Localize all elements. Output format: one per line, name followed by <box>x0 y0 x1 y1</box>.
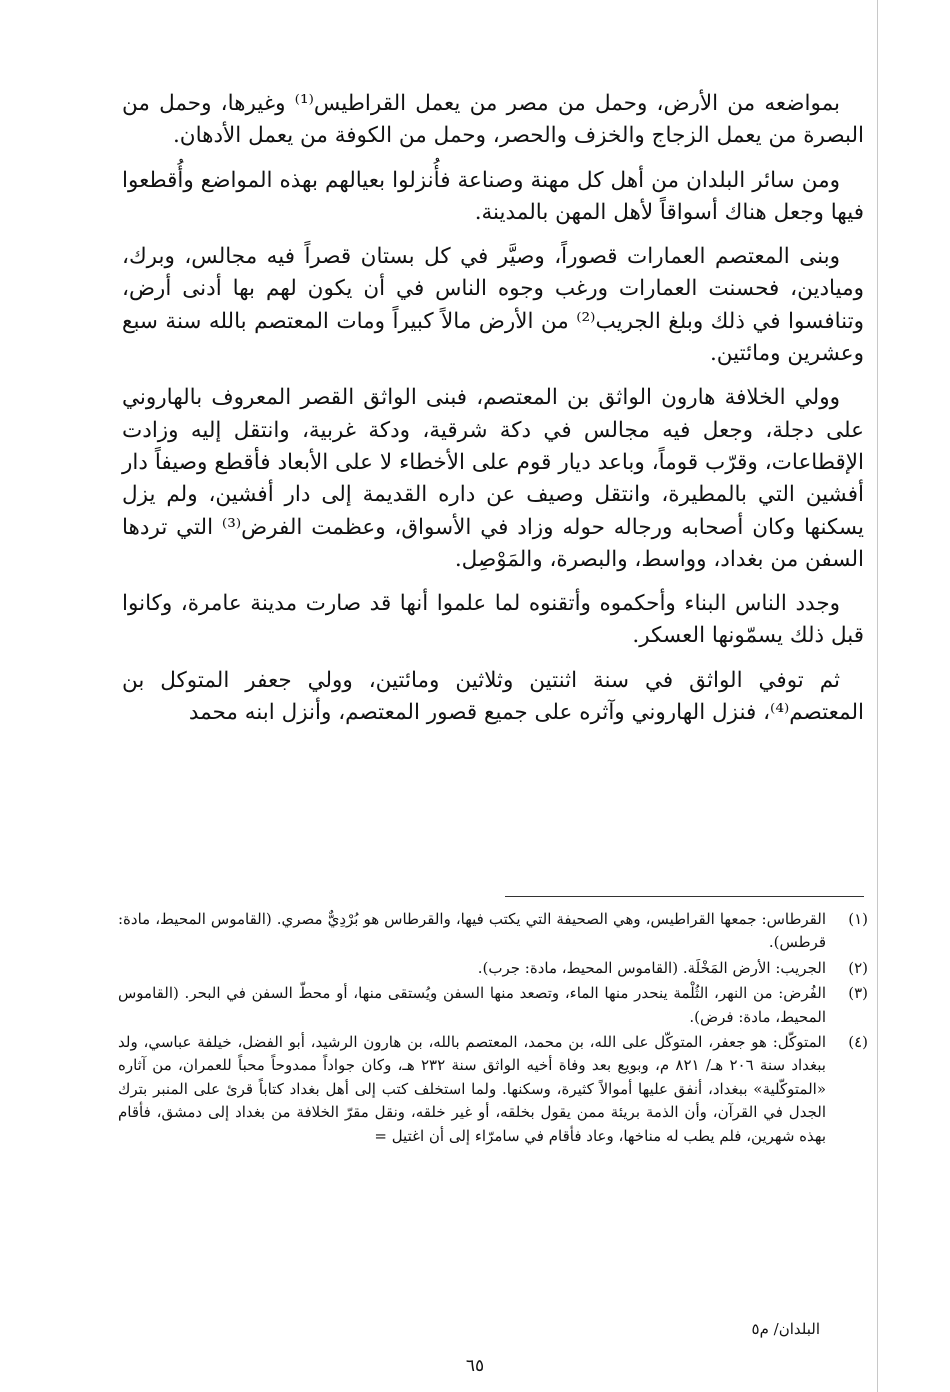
paragraph: ومن سائر البلدان من أهل كل مهنة وصناعة فأُنزلوا بعيالهم بهذه المواضع وأُقطعوا فيها وجعل هناك أسواقاً لأهل المهن بالمدينة. <box>122 167 864 225</box>
footnote-text: القرطاس: جمعها القراطيس، وهي الصحيفة التي يكتب فيها، والقرطاس هو بُرْدِيٌّ مصري. (القاموس المحيط، مادة: قرطس). <box>118 910 826 952</box>
footnote-separator <box>505 896 864 897</box>
footnote-number: (١) <box>848 910 868 928</box>
gutter-line <box>877 0 878 1392</box>
footnote <box>118 1031 868 1148</box>
paragraph: وجدد الناس البناء وأحكموه وأتقنوه لما علموا أنها قد صارت مدينة عامرة، وكانوا قبل ذلك يسمّونها العسكر. <box>122 591 864 649</box>
paragraph: وولي الخلافة هارون الواثق بن المعتصم، فبنى الواثق القصر المعروف بالهاروني على دجلة، وجعل فيه مجالس في دكة شرقية، ودكة غربية، وانتقل إليه وزادت الإقطاعات، وقرّب قوماً، وباعد ديار قوم على الأخطاء لا على الأبعاد فأقطع وصيفاً دار أفشين التي بالمطيرة، وانتقل وصيف عن داره القديمة إلى دار أفشين، ولم يزل يسكنها وكان أصحابه ورجاله حوله وزاد في الأسواق، وعظمت الفرض⁽³⁾ التي تردها السفن من بغداد، وواسط، والبصرة، والمَوْصِل. <box>122 385 864 572</box>
footnote-number: (٢) <box>848 958 868 977</box>
footnote-number: (٤) <box>848 1033 868 1052</box>
page-number: ٦٥ <box>465 1356 485 1376</box>
paragraph: بمواضعه من الأرض، وحمل من مصر من يعمل القراطيس⁽¹⁾ وغيرها، وحمل من البصرة من يعمل الزجاج والخزف والحصر، وحمل من الكوفة من يعمل الأدهان. <box>122 91 864 149</box>
paragraph: ثم توفي الواثق في سنة اثنتين وثلاثين ومائتين، وولي جعفر المتوكل بن المعتصم⁽⁴⁾، فنزل الهاروني وآثره على جميع قصور المعتصم، وأنزل ابنه محمد <box>122 667 864 726</box>
signature-mark: البلدان/ م٥ <box>751 1320 820 1338</box>
footnote-text: الجريب: الأرض المَخْلَة. (القاموس المحيط، مادة: جرب). <box>477 958 826 977</box>
footnote <box>118 908 868 955</box>
footnote-text: المتوكّل: هو جعفر، المتوكّل على الله، بن محمد، المعتصم بالله، بن هارون الرشيد، أبو الفضل، خيلفة عباسي، ولد ببغداد سنة ٢٠٦ هـ/ ٨٢١ م، وبويع بعد وفاة أخيه الواثق سنة ٢٣٢ هـ، وكان جواداً ممدوحاً محباً للعمران، من آثاره «المتوكّلية» ببغداد، أنفق عليها أموالاً كثيرة، وسكنها. ولما استخلف كتب إلى أهل بغداد كتاباً قرئ على المنبر بترك الجدل في القرآن، وأن الذمة بريئة ممن يقول بخلقه، أو غير خلقه، ونقل مقرّ الخلافة من بغداد إلى دمشق، فأقام بهذه شهرين، فلم يطب له مناخها، وعاد فأقام في سامرّاء إلى أن اغتيل = <box>118 1033 826 1145</box>
footnotes <box>118 908 868 1150</box>
main-text <box>122 88 864 741</box>
footnote <box>118 982 868 1029</box>
paragraph: وبنى المعتصم العمارات قصوراً، وصيَّر في كل بستان قصراً فيه مجالس، وبرك، وميادين، فحسنت العمارات ورغب وجوه الناس في أن يكون لهم بها أدنى أرض، وتنافسوا في ذلك وبلغ الجريب⁽²⁾ من الأرض مالاً كبيراً ومات المعتصم بالله سنة سبع وعشرين ومائتين. <box>122 244 865 367</box>
footnote-number: (٣) <box>848 984 868 1003</box>
footnote <box>118 957 868 980</box>
footnote-text: الفُرض: من النهر، الثُلْمة ينحدر منها الماء، وتصعد منها السفن ويُستقى منها، أو محطّ السفن في البحر. (القاموس المحيط، مادة: فرض). <box>118 984 826 1026</box>
